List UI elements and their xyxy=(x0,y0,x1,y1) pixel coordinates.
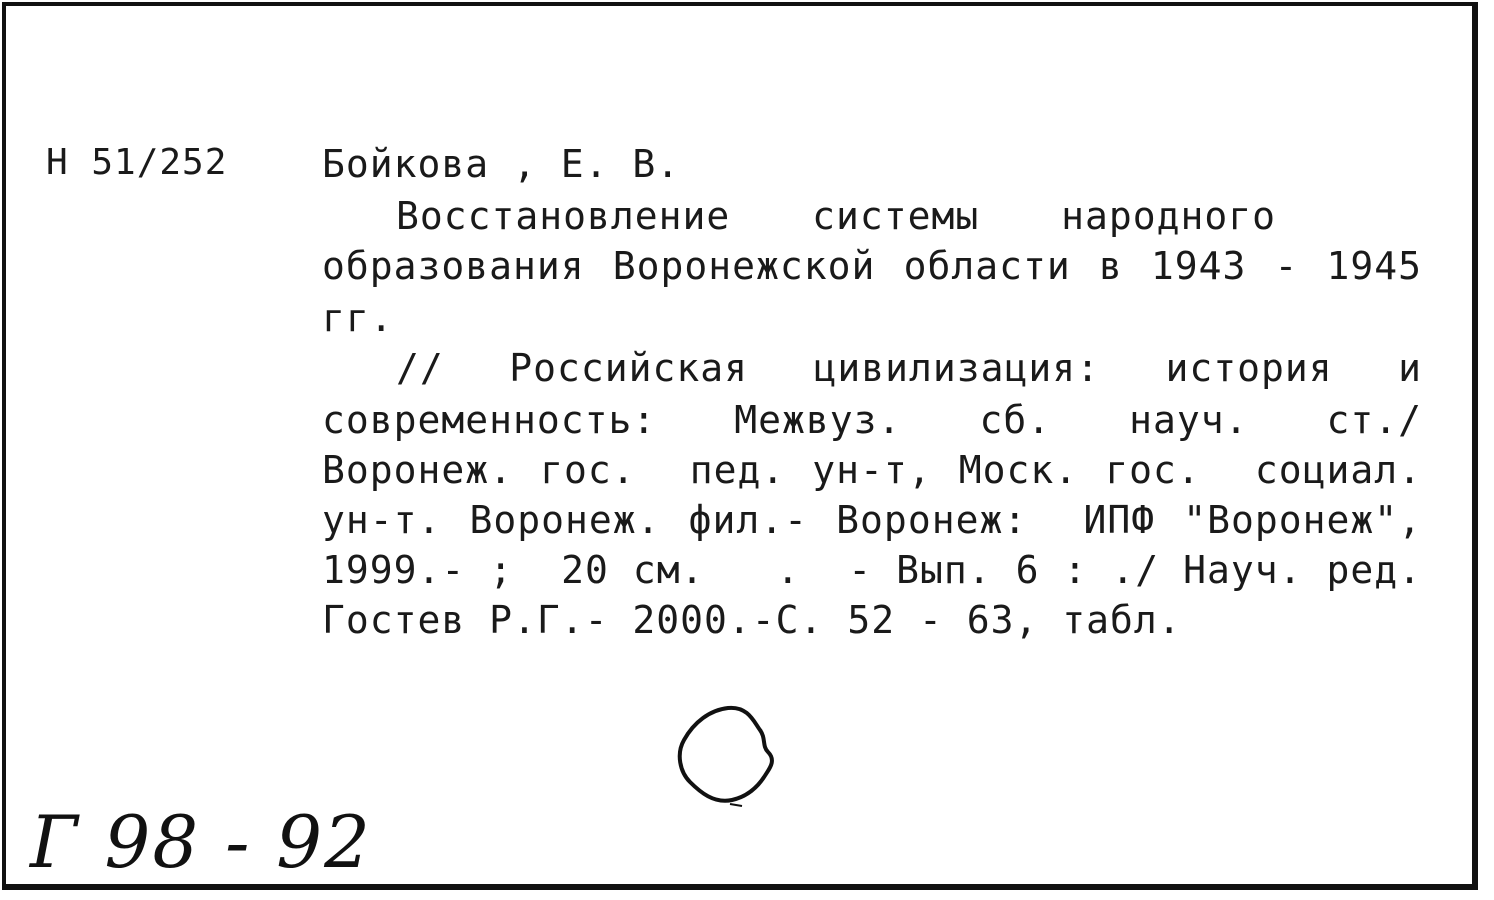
library-stamp-circle xyxy=(670,700,790,810)
source-line-1: // Российская цивилизация: история и xyxy=(396,346,1422,390)
source-line-6: Гостев Р.Г.- 2000.-С. 52 - 63, табл. xyxy=(322,598,1182,642)
title-line-3: гг. xyxy=(322,296,394,340)
author-name: Бойкова , Е. В. xyxy=(322,142,681,186)
source-line-4: ун-т. Воронеж. фил.- Воронеж: ИПФ "Воронеж", xyxy=(322,498,1422,542)
title-line-2: образования Воронежской области в 1943 - 1945 xyxy=(322,244,1422,288)
title-line-1: Восстановление системы народного xyxy=(396,194,1276,238)
source-line-3: Воронеж. гос. пед. ун-т, Моск. гос. социал. xyxy=(322,448,1422,492)
handwritten-code: Г 98 - 92 xyxy=(30,800,372,884)
shelfmark: Н 51/252 xyxy=(46,142,228,183)
source-line-5: 1999.- ; 20 см. . - Вып. 6 : ./ Науч. ред. xyxy=(322,548,1422,592)
source-line-2: современность: Межвуз. сб. науч. ст./ xyxy=(322,398,1422,442)
